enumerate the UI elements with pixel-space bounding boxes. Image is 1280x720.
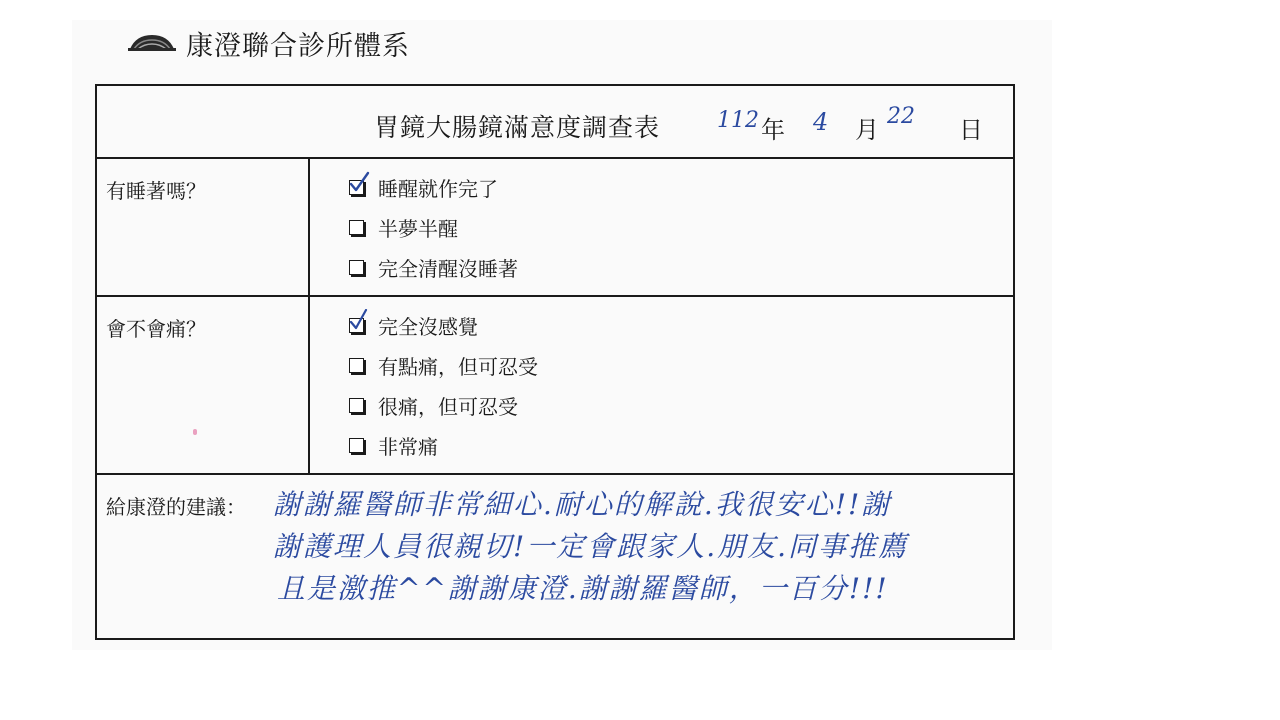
handwritten-line: 謝謝羅醫師非常細心.耐心的解說.我很安心!!謝	[273, 488, 892, 521]
option-label: 完全清醒沒睡著	[378, 256, 518, 281]
option-label: 很痛，但可忍受	[378, 394, 518, 419]
question-row-pain	[97, 295, 1013, 475]
day-value: 22	[887, 104, 915, 129]
option-label: 非常痛	[378, 434, 438, 459]
option-label: 有點痛，但可忍受	[378, 354, 538, 379]
checkbox[interactable]	[349, 438, 364, 453]
year-value: 112	[717, 108, 759, 133]
option-item[interactable]	[349, 392, 518, 418]
option-item[interactable]	[349, 174, 498, 200]
question-label: 會不會痛？	[106, 317, 206, 341]
checkbox[interactable]	[349, 180, 364, 195]
option-label: 完全沒感覺	[378, 314, 478, 339]
option-label: 睡醒就作完了	[378, 176, 498, 201]
checkbox[interactable]	[349, 398, 364, 413]
form-title: 胃鏡大腸鏡滿意度調查表	[374, 113, 661, 142]
handwritten-line: 謝護理人員很親切!一定會跟家人.朋友.同事推薦	[273, 530, 909, 563]
ink-mark	[193, 429, 197, 435]
suggestion-row	[97, 473, 1013, 638]
checkbox[interactable]	[349, 220, 364, 235]
clinic-header	[128, 26, 410, 60]
option-item[interactable]	[349, 254, 518, 280]
option-item[interactable]	[349, 432, 438, 458]
month-label: 月	[855, 116, 879, 144]
question-label: 有睡著嗎？	[106, 179, 206, 203]
column-divider	[308, 157, 310, 295]
checkbox[interactable]	[349, 318, 364, 333]
year-label: 年	[761, 116, 785, 144]
fan-logo-icon	[128, 31, 176, 55]
column-divider	[308, 295, 310, 473]
option-item[interactable]	[349, 352, 538, 378]
option-item[interactable]	[349, 214, 458, 240]
handwritten-line: 且是激推^^謝謝康澄.謝謝羅醫師，一百分!!!	[277, 572, 889, 605]
option-item[interactable]	[349, 312, 478, 338]
checkbox[interactable]	[349, 358, 364, 373]
form-title-row	[97, 86, 1013, 159]
month-value: 4	[813, 108, 829, 136]
checkbox[interactable]	[349, 260, 364, 275]
option-label: 半夢半醒	[378, 216, 458, 241]
clinic-name: 康澄聯合診所體系	[186, 30, 410, 62]
checkmark-icon	[348, 309, 370, 333]
question-row-sleep	[97, 157, 1013, 297]
checkmark-icon	[348, 171, 370, 195]
day-label: 日	[959, 116, 983, 144]
survey-form	[95, 84, 1015, 640]
suggestion-label: 給康澄的建議：	[106, 495, 246, 519]
